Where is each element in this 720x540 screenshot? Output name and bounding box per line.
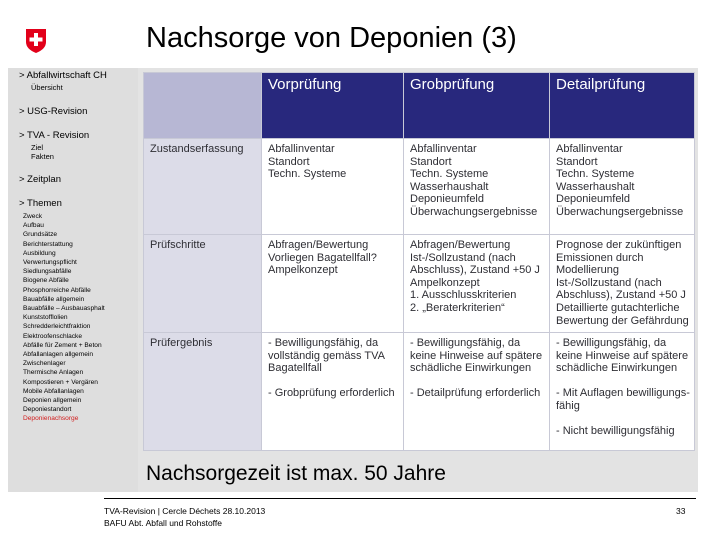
row-label: Prüfergebnis <box>144 333 262 451</box>
cell-line: Deponieumfeld <box>410 193 484 206</box>
theme-item[interactable]: Bauabfälle allgemein <box>23 295 85 303</box>
table-header-vorpruefung: Vorprüfung <box>262 73 404 139</box>
cell-line: Ist-/Sollzustand (nach <box>410 251 516 264</box>
cell-line: schädliche Einwirkungen <box>410 362 532 375</box>
sidebar-item-usg-revision[interactable]: > USG-Revision <box>19 106 88 117</box>
theme-item[interactable]: Kunststofflolien <box>23 314 68 322</box>
cell-line: Standort <box>556 155 598 168</box>
theme-item[interactable]: Schredderleichtfraktion <box>23 323 91 331</box>
theme-item[interactable]: Elektroofenschlacke <box>23 332 83 340</box>
cell-line: Emissionen durch <box>556 251 644 264</box>
cell-line: Abfragen/Bewertung <box>410 239 511 251</box>
page-number: 33 <box>676 506 686 516</box>
footer-department: BAFU Abt. Abfall und Rohstoffe <box>104 518 222 528</box>
theme-item[interactable]: Biogene Abfälle <box>23 277 69 285</box>
page-title: Nachsorge von Deponien (3) <box>146 22 517 54</box>
theme-item[interactable]: Siedlungsabfälle <box>23 268 72 276</box>
theme-item[interactable]: Kompostieren + Vergären <box>23 378 98 386</box>
cell-line: vollständig gemäss TVA <box>268 349 385 362</box>
table-cell <box>262 139 404 235</box>
cell-line: Techn. Systeme <box>410 168 489 181</box>
sidebar-item-abfallwirtschaft[interactable]: > Abfallwirtschaft CH <box>19 70 107 81</box>
cell-line: keine Hinweise auf spätere <box>410 349 543 362</box>
cell-line: Abschluss), Zustand +50 J <box>556 289 686 302</box>
table-header-empty <box>144 73 262 139</box>
table-cell <box>550 139 695 235</box>
cell-line <box>410 375 543 388</box>
theme-item[interactable]: Deponien allgemein <box>23 397 82 405</box>
table-cell <box>262 235 404 333</box>
cell-line: Techn. Systeme <box>268 168 347 181</box>
sidebar-subitem-fakten[interactable]: Fakten <box>31 152 54 161</box>
cell-line: - Bewilligungsfähig, da <box>268 337 379 349</box>
theme-item[interactable]: Deponienachsorge <box>23 415 79 423</box>
table-cell <box>550 235 695 333</box>
cell-line: fähig <box>556 399 580 412</box>
theme-item[interactable]: Aufbau <box>23 222 44 230</box>
retention-note: Nachsorgezeit ist max. 50 Jahre <box>146 462 446 485</box>
theme-item[interactable]: Zwischenlager <box>23 360 66 368</box>
cell-line: - Bewilligungsfähig, da <box>410 337 521 349</box>
theme-item[interactable]: Berichterstattung <box>23 240 73 248</box>
row-label: Prüfschritte <box>144 235 262 333</box>
cell-line: Bagatellfall <box>268 362 322 375</box>
cell-line: Modellierung <box>556 264 619 277</box>
swiss-cross-icon <box>25 28 47 54</box>
cell-line: Prognose der zukünftigen <box>556 239 682 251</box>
theme-item[interactable]: Abfälle für Zement + Beton <box>23 341 102 349</box>
cell-line: - Detailprüfung erforderlich <box>410 387 541 400</box>
cell-line: Ist-/Sollzustand (nach <box>556 276 662 289</box>
footer-divider <box>104 498 696 499</box>
cell-line: 2. „Beraterkriterien“ <box>410 301 505 314</box>
cell-line: Abschluss), Zustand +50 J <box>410 264 540 277</box>
theme-item[interactable]: Ausbildung <box>23 249 56 257</box>
cell-line <box>268 375 397 388</box>
cell-line: Abfragen/Bewertung <box>268 239 369 251</box>
cell-line: 1. Ausschlusskriterien <box>410 289 517 302</box>
table-header-grobpruefung: Grobprüfung <box>404 73 550 139</box>
cell-line: - Nicht bewilligungsfähig <box>556 425 675 438</box>
cell-line: Standort <box>268 155 310 168</box>
table-cell <box>404 139 550 235</box>
cell-line: Bewertung der Gefährdung <box>556 314 689 327</box>
cell-line: Detaillierte gutachterliche <box>556 301 680 314</box>
cell-line: Standort <box>410 155 452 168</box>
theme-item[interactable]: Bauabfälle – Ausbauasphalt <box>23 305 105 313</box>
cell-line: Überwachungsergebnisse <box>410 205 538 218</box>
themes-list <box>23 212 105 424</box>
theme-item[interactable]: Mobile Abfallanlagen <box>23 387 84 395</box>
cell-line: - Mit Auflagen bewilligungs- <box>556 387 690 400</box>
cell-line: Abfallinventar <box>556 143 623 155</box>
table-cell <box>404 333 550 451</box>
cell-line: Wasserhaushalt <box>410 180 489 193</box>
row-label: Zustandserfassung <box>144 139 262 235</box>
theme-item[interactable]: Abfallanlagen allgemein <box>23 351 94 359</box>
table-cell <box>550 333 695 451</box>
cell-line: Vorliegen Bagatellfall? <box>268 251 377 264</box>
cell-line: Ampelkonzept <box>268 264 338 277</box>
table-cell <box>262 333 404 451</box>
cell-line: - Grobprüfung erforderlich <box>268 387 395 400</box>
theme-item[interactable]: Verwertungspflicht <box>23 259 77 267</box>
theme-item[interactable]: Thermische Anlagen <box>23 369 84 377</box>
table-row <box>144 333 695 451</box>
cell-line: Deponieumfeld <box>556 193 630 206</box>
sidebar-subitem-uebersicht[interactable]: Übersicht <box>31 83 63 92</box>
cell-line: Techn. Systeme <box>556 168 635 181</box>
table-header-row <box>144 73 695 139</box>
sidebar-subitem-ziel[interactable]: Ziel <box>31 143 44 152</box>
cell-line: Abfallinventar <box>268 143 335 155</box>
theme-item[interactable]: Grundsätze <box>23 231 58 239</box>
cell-line <box>556 413 688 426</box>
cell-line: Wasserhaushalt <box>556 180 635 193</box>
footer-event: TVA-Revision | Cercle Déchets 28.10.2013 <box>104 506 266 516</box>
theme-item[interactable]: Deponiestandort <box>23 406 72 414</box>
cell-line: Ampelkonzept <box>410 276 480 289</box>
theme-item[interactable]: Zweck <box>23 213 43 220</box>
cell-line: keine Hinweise auf spätere <box>556 349 689 362</box>
cell-line <box>556 375 688 388</box>
cell-line: - Bewilligungsfähig, da <box>556 337 667 349</box>
theme-item[interactable]: Phosphorreiche Abfälle <box>23 286 91 294</box>
table-row <box>144 139 695 235</box>
table-header-detailpruefung: Detailprüfung <box>550 73 695 139</box>
cell-line: Abfallinventar <box>410 143 477 155</box>
cell-line: schädliche Einwirkungen <box>556 362 678 375</box>
table-cell <box>404 235 550 333</box>
sidebar-item-tva-revision[interactable]: > TVA - Revision <box>19 130 90 141</box>
sidebar-item-zeitplan[interactable]: > Zeitplan <box>19 174 61 185</box>
review-table <box>143 72 695 451</box>
cell-line: Überwachungsergebnisse <box>556 205 684 218</box>
table-row <box>144 235 695 333</box>
sidebar-item-themen[interactable]: > Themen <box>19 198 62 209</box>
